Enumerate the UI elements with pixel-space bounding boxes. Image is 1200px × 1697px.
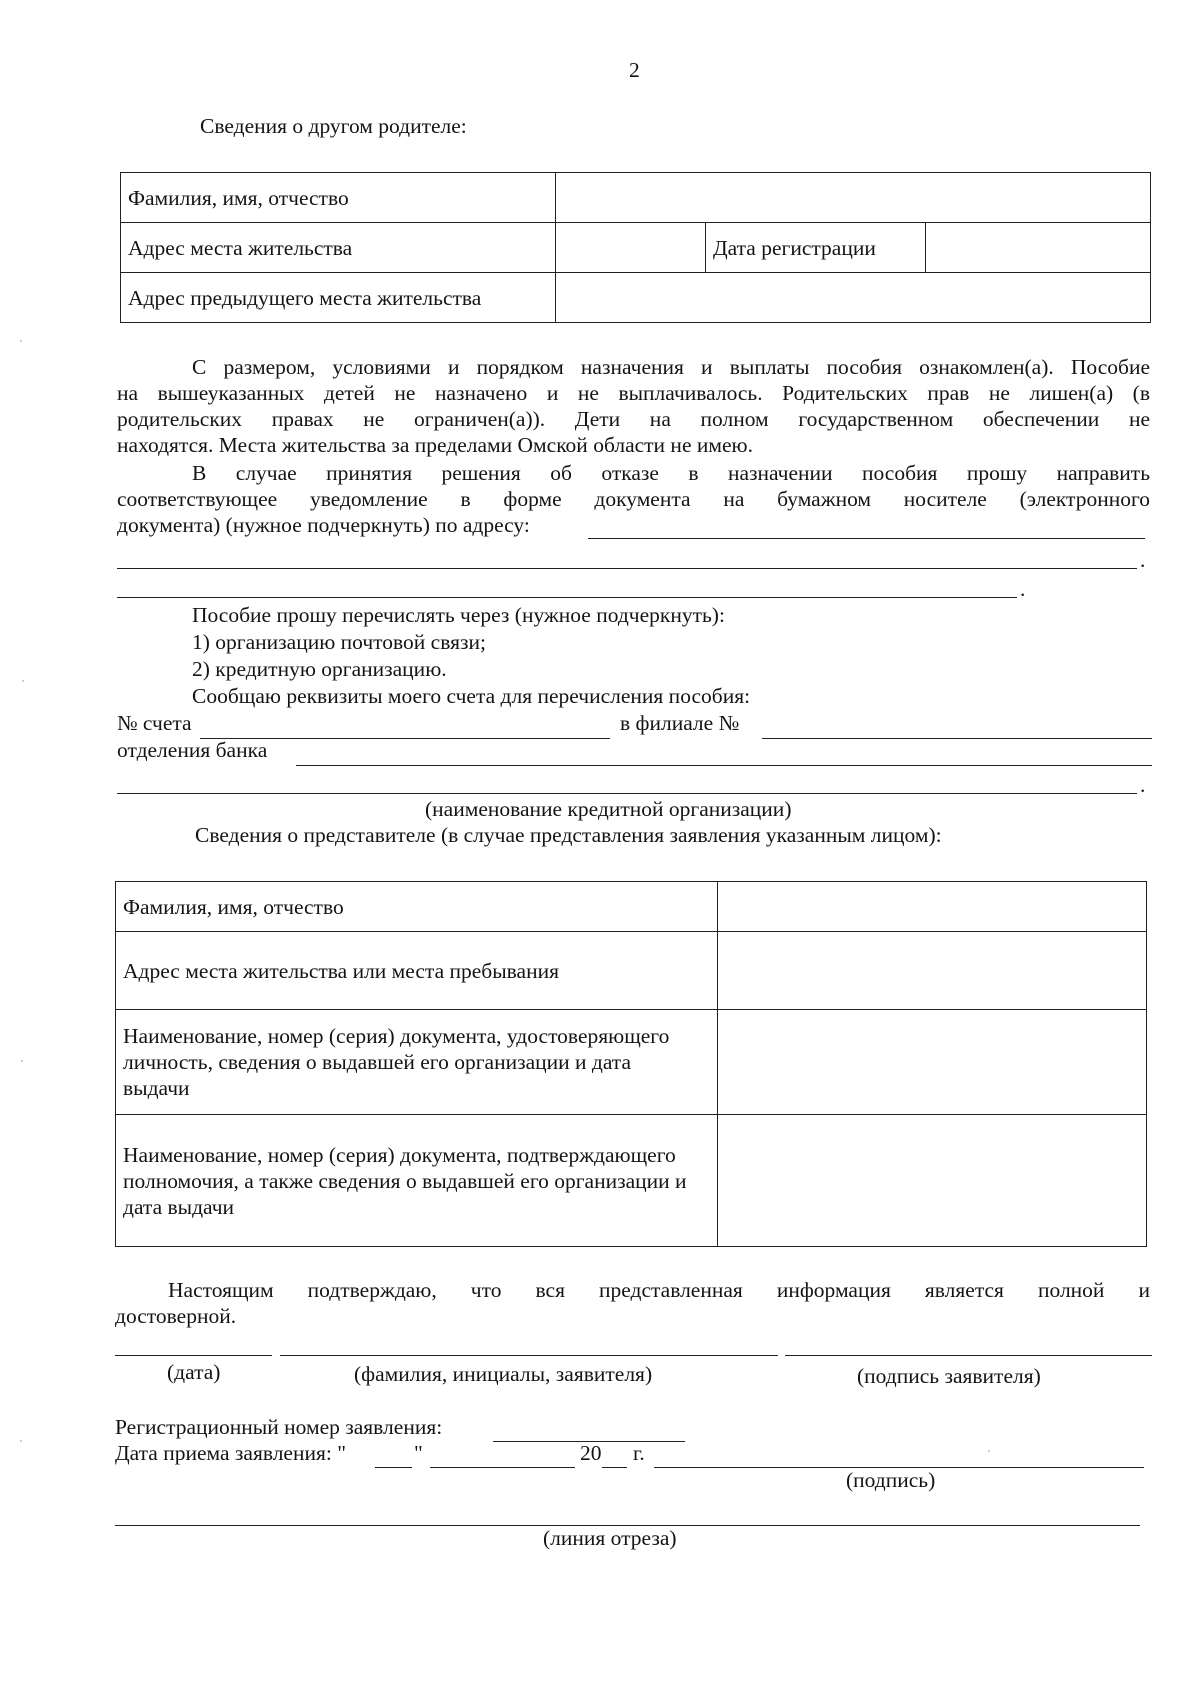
p1-line-2: на вышеуказанных детей не назначено и не выплачивалось. Родительских прав не лишен(а) (в xyxy=(117,381,1150,405)
account-label: № счета xyxy=(117,711,192,735)
fio-label: Фамилия, имя, отчество xyxy=(121,173,556,223)
date-caption: (дата) xyxy=(167,1360,221,1384)
bank-branch-label: отделения банка xyxy=(117,738,268,762)
rep-fio-value[interactable] xyxy=(718,882,1147,932)
address-line-3[interactable] xyxy=(117,597,1017,598)
reception-year-prefix: 20 xyxy=(580,1441,602,1465)
reception-year-suffix: г. xyxy=(633,1441,645,1465)
registration-number-label: Регистрационный номер заявления: xyxy=(115,1415,443,1439)
reception-month-line[interactable] xyxy=(430,1467,575,1468)
registration-date-value[interactable] xyxy=(926,223,1151,273)
p1-line-3: родительских правах не ограничен(а)). Дети на полном государственном обеспечении не xyxy=(117,407,1150,431)
name-caption: (фамилия, инициалы, заявителя) xyxy=(354,1362,653,1386)
confirmation-line-1: Настоящим подтверждаю, что вся представленная информация является полной и xyxy=(168,1278,1150,1302)
representative-heading: Сведения о представителе (в случае представления заявления указанным лицом): xyxy=(195,823,942,847)
address-line-1[interactable] xyxy=(588,538,1145,539)
scan-speck xyxy=(20,1440,22,1442)
branch-label: в филиале № xyxy=(620,711,740,735)
signature-line[interactable] xyxy=(785,1355,1152,1356)
payment-request: Пособие прошу перечислять через (нужное подчеркнуть): xyxy=(192,603,725,627)
page-number: 2 xyxy=(629,58,640,82)
p1-line-4: находятся. Места жительства за пределами Омской области не имею. xyxy=(117,433,753,457)
payment-option-1: 1) организацию почтовой связи; xyxy=(192,630,486,654)
rep-address-value[interactable] xyxy=(718,932,1147,1010)
scan-speck xyxy=(20,340,22,342)
rep-authority-doc-value[interactable] xyxy=(718,1115,1147,1247)
address-value[interactable] xyxy=(556,223,706,273)
other-parent-heading: Сведения о другом родителе: xyxy=(200,114,467,138)
reception-sign-caption: (подпись) xyxy=(846,1468,936,1492)
other-parent-table xyxy=(120,172,1151,323)
p2-line-1: В случае принятия решения об отказе в назначении пособия прошу направить xyxy=(192,461,1150,485)
credit-org-caption: (наименование кредитной организации) xyxy=(425,797,792,821)
rep-address-label: Адрес места жительства или места пребывания xyxy=(116,932,718,1010)
p1-line-1: С размером, условиями и порядком назначения и выплаты пособия ознакомлен(а). Пособие xyxy=(192,355,1150,379)
payment-option-2: 2) кредитную организацию. xyxy=(192,657,447,681)
account-intro: Сообщаю реквизиты моего счета для перечисления пособия: xyxy=(192,684,751,708)
reception-day-quote: " xyxy=(414,1441,423,1465)
address-line-2-period: . xyxy=(1140,548,1146,572)
p2-line-3: документа) (нужное подчеркнуть) по адресу: xyxy=(117,513,530,537)
rep-id-doc-value[interactable] xyxy=(718,1010,1147,1115)
p2-line-2: соответствующее уведомление в форме документа на бумажном носителе (электронного xyxy=(117,487,1150,511)
scan-speck xyxy=(22,680,24,682)
date-line[interactable] xyxy=(115,1355,272,1356)
registration-date-label: Дата регистрации xyxy=(706,223,926,273)
address-line-2[interactable] xyxy=(117,568,1137,569)
reception-date-label: Дата приема заявления: " xyxy=(115,1441,346,1465)
branch-number-line[interactable] xyxy=(762,738,1152,739)
previous-address-label: Адрес предыдущего места жительства xyxy=(121,273,556,323)
scan-speck xyxy=(21,1060,23,1062)
scan-speck xyxy=(988,1450,990,1452)
address-line-3-period: . xyxy=(1020,577,1026,601)
signature-caption: (подпись заявителя) xyxy=(857,1364,1041,1388)
cut-line-caption: (линия отреза) xyxy=(543,1526,677,1550)
rep-id-doc-label: Наименование, номер (серия) документа, удостоверяющего личность, сведения о выдавшей его организации и дата выдачи xyxy=(116,1010,718,1115)
bank-name-line[interactable] xyxy=(117,793,1137,794)
bank-branch-line[interactable] xyxy=(296,765,1152,766)
address-label: Адрес места жительства xyxy=(121,223,556,273)
fio-value[interactable] xyxy=(556,173,1151,223)
reception-year-line[interactable] xyxy=(602,1467,627,1468)
rep-fio-label: Фамилия, имя, отчество xyxy=(116,882,718,932)
previous-address-value[interactable] xyxy=(556,273,1151,323)
confirmation-line-2: достоверной. xyxy=(115,1304,237,1328)
rep-authority-doc-label: Наименование, номер (серия) документа, подтверждающего полномочия, а также сведения о выдавшей его организации и дата выдачи xyxy=(116,1115,718,1247)
reception-day-line[interactable] xyxy=(375,1467,412,1468)
name-line[interactable] xyxy=(280,1355,778,1356)
bank-name-line-period: . xyxy=(1140,773,1146,797)
representative-table xyxy=(115,881,1147,1247)
